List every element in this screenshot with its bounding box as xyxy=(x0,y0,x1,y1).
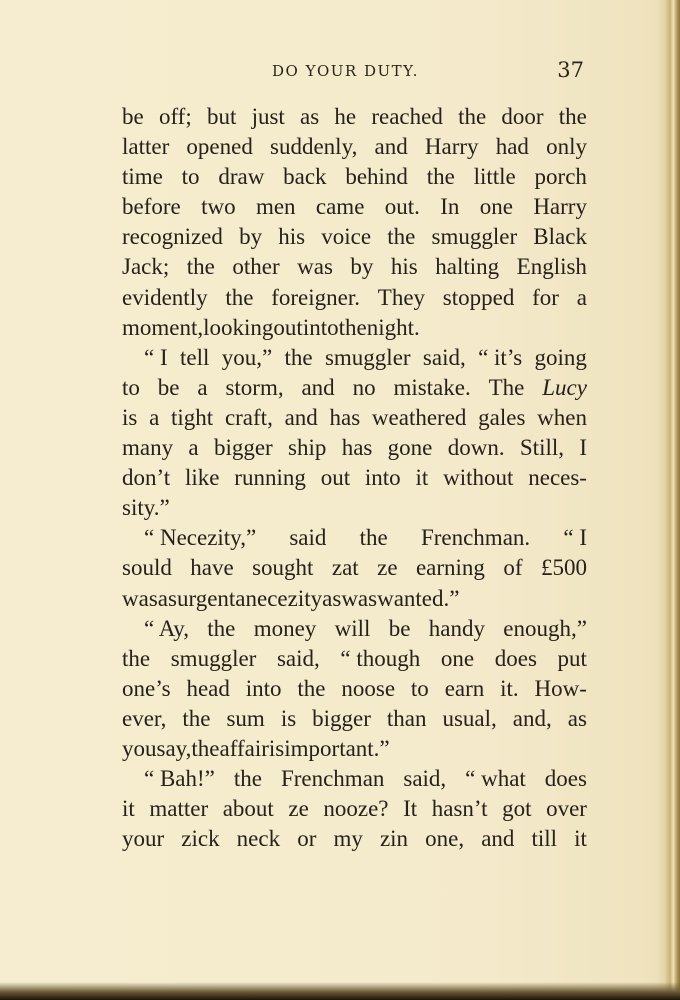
word: zick xyxy=(181,826,220,852)
word: In xyxy=(440,194,460,220)
word: Frenchman. xyxy=(420,525,531,551)
word: porch xyxy=(534,164,587,190)
word: will xyxy=(334,615,371,641)
word: it. xyxy=(500,675,519,701)
word: bigger xyxy=(213,435,273,461)
word: neck xyxy=(236,826,281,852)
text-line xyxy=(122,132,587,162)
word: earning xyxy=(415,555,485,581)
word: is xyxy=(280,705,297,731)
word: it xyxy=(415,465,429,491)
word: put xyxy=(557,645,587,671)
word: a xyxy=(197,374,208,400)
word: urgent xyxy=(176,585,236,611)
word: “ I xyxy=(563,525,587,551)
text-line xyxy=(122,674,587,704)
word: and, xyxy=(512,705,552,731)
word: behind xyxy=(345,164,408,190)
word: has xyxy=(341,435,373,461)
word: to xyxy=(181,164,200,190)
word: important.” xyxy=(284,735,390,761)
word: but xyxy=(206,104,237,129)
word: evidently xyxy=(122,284,208,310)
text-line xyxy=(122,553,587,583)
text-line xyxy=(122,644,587,674)
word: necezity xyxy=(245,585,323,611)
word: one’s xyxy=(122,675,171,701)
word: tight xyxy=(171,404,214,430)
word: about xyxy=(222,796,274,822)
word: little xyxy=(473,164,516,190)
text-line xyxy=(122,313,587,343)
word: ever, xyxy=(122,705,167,731)
word: the xyxy=(225,284,254,310)
word: reached xyxy=(371,104,443,129)
word: his xyxy=(390,254,418,280)
text-line xyxy=(122,222,587,252)
word: matter xyxy=(149,796,209,822)
text-line xyxy=(122,252,587,282)
word: it xyxy=(122,796,135,822)
word: the xyxy=(207,615,236,641)
word: till xyxy=(531,826,558,852)
word: does xyxy=(494,645,537,671)
word: as xyxy=(157,585,177,611)
text-line xyxy=(122,794,587,824)
word: smuggler xyxy=(170,645,257,671)
word: wanted.” xyxy=(377,585,460,611)
word: “ it’s xyxy=(478,344,523,370)
word: one xyxy=(479,194,513,220)
word: is xyxy=(268,735,285,761)
text-line xyxy=(122,102,587,132)
word: had xyxy=(495,134,529,160)
word: out xyxy=(273,314,303,340)
text-line xyxy=(122,463,587,493)
word: as xyxy=(322,585,342,611)
word: the xyxy=(338,314,367,340)
word: you xyxy=(122,735,157,761)
word: Jack; xyxy=(122,254,170,280)
word: it xyxy=(574,826,587,852)
word: of xyxy=(503,555,523,581)
text-line xyxy=(122,734,587,764)
word: the xyxy=(387,224,416,250)
word: “ though xyxy=(340,645,421,671)
word: does xyxy=(544,766,587,792)
word: down. xyxy=(447,435,505,461)
word: They xyxy=(377,284,426,310)
word: gales xyxy=(478,404,526,430)
word: weathered xyxy=(371,404,467,430)
word: he xyxy=(334,104,357,129)
word: was xyxy=(297,254,333,280)
text-line xyxy=(122,433,587,463)
word: opened xyxy=(186,134,253,160)
word: and xyxy=(284,404,318,430)
word: mistake. xyxy=(393,374,471,400)
word: usual, xyxy=(442,705,497,731)
word: How- xyxy=(534,675,587,701)
word: said, xyxy=(422,344,466,370)
word: sought xyxy=(252,555,314,581)
page-number: 37 xyxy=(557,58,584,82)
word: other xyxy=(232,254,280,280)
word: my xyxy=(333,826,363,852)
word: said xyxy=(289,525,327,551)
text-line xyxy=(122,403,587,433)
word: zin xyxy=(379,826,409,852)
body-text xyxy=(122,102,587,854)
word: said, xyxy=(276,645,320,671)
word: be xyxy=(157,374,180,400)
word: two xyxy=(201,194,236,220)
word: his xyxy=(278,224,306,250)
word: as xyxy=(300,104,320,129)
word: be xyxy=(388,615,411,641)
word: noose xyxy=(341,675,396,701)
word: the xyxy=(182,705,211,731)
word: Lucy xyxy=(542,374,587,400)
word: Frenchman xyxy=(280,766,385,792)
word: into xyxy=(302,314,339,340)
word: the xyxy=(186,254,215,280)
word: nooze? xyxy=(323,796,389,822)
text-line xyxy=(122,373,587,403)
word: zat xyxy=(331,555,359,581)
word: out. xyxy=(384,194,420,220)
word: the xyxy=(191,735,220,761)
word: The xyxy=(488,374,525,400)
word: affair xyxy=(219,735,269,761)
word: over xyxy=(546,796,587,822)
word: than xyxy=(386,705,427,731)
word: came xyxy=(315,194,365,220)
word: Still, xyxy=(519,435,564,461)
word: many xyxy=(122,435,174,461)
word: sum xyxy=(226,705,265,731)
text-line xyxy=(122,192,587,222)
word: Harry xyxy=(424,134,479,160)
word: enough,” xyxy=(503,615,587,641)
word: for xyxy=(532,284,559,310)
word: time xyxy=(122,164,163,190)
page-edge-right xyxy=(658,0,680,1000)
word: to xyxy=(122,374,140,400)
word: was xyxy=(341,585,378,611)
text-line xyxy=(122,614,587,644)
word: your xyxy=(122,826,165,852)
word: draw xyxy=(218,164,265,190)
word: ze xyxy=(377,555,398,581)
text-line xyxy=(122,493,587,523)
word: without xyxy=(443,465,514,491)
word: men xyxy=(255,194,296,220)
word: say, xyxy=(156,735,192,761)
word: sity.” xyxy=(122,495,170,521)
text-line xyxy=(122,704,587,734)
word: sould xyxy=(122,555,172,581)
text-line xyxy=(122,764,587,794)
word: “ Bah!” xyxy=(144,766,215,792)
word: be xyxy=(122,104,144,129)
word: by xyxy=(350,254,374,280)
running-title: DO YOUR DUTY. xyxy=(272,62,419,80)
word: only xyxy=(546,134,587,160)
word: voice xyxy=(321,224,372,250)
word: moment, xyxy=(122,314,204,340)
word: halting xyxy=(435,254,500,280)
word: and xyxy=(374,134,408,160)
word: It xyxy=(403,796,418,822)
word: going xyxy=(534,344,587,370)
word: don’t xyxy=(122,465,171,491)
word: into xyxy=(245,675,282,701)
word: storm, xyxy=(225,374,284,400)
word: “ I xyxy=(144,344,168,370)
word: ship xyxy=(288,435,327,461)
word: and xyxy=(301,374,335,400)
word: “ Necezity,” xyxy=(144,525,257,551)
word: smuggler xyxy=(324,344,411,370)
word: door xyxy=(501,104,544,129)
word: a xyxy=(188,435,199,461)
word: when xyxy=(537,404,587,430)
word: one, xyxy=(425,826,465,852)
word: back xyxy=(283,164,327,190)
word: said, xyxy=(403,766,447,792)
word: a xyxy=(149,404,160,430)
word: ze xyxy=(288,796,309,822)
word: is xyxy=(122,404,138,430)
word: to xyxy=(410,675,429,701)
word: a xyxy=(576,284,587,310)
page-edge-bottom xyxy=(0,982,680,1000)
word: running xyxy=(234,465,306,491)
word: like xyxy=(184,465,220,491)
word: I xyxy=(579,435,587,461)
word: the xyxy=(458,104,487,129)
word: into xyxy=(364,465,401,491)
word: Harry xyxy=(533,194,587,220)
word: hasn’t xyxy=(431,796,488,822)
word: as xyxy=(567,705,587,731)
word: was xyxy=(122,585,158,611)
word: the xyxy=(359,525,388,551)
word: and xyxy=(481,826,515,852)
word: Black xyxy=(533,224,587,250)
word: handy xyxy=(428,615,485,641)
text-line xyxy=(122,162,587,192)
word: “ what xyxy=(465,766,526,792)
word: got xyxy=(502,796,532,822)
word: latter xyxy=(122,134,170,160)
word: £500 xyxy=(540,555,587,581)
text-line xyxy=(122,343,587,373)
word: foreigner. xyxy=(271,284,360,310)
word: the xyxy=(426,164,455,190)
word: have xyxy=(190,555,234,581)
word: before xyxy=(122,194,181,220)
word: craft, xyxy=(224,404,273,430)
word: off; xyxy=(158,104,192,129)
word: out xyxy=(320,465,351,491)
word: recognized xyxy=(122,224,223,250)
word: English xyxy=(516,254,587,280)
word: suddenly, xyxy=(270,134,358,160)
word: looking xyxy=(203,314,274,340)
word: “ Ay, xyxy=(144,615,189,641)
word: the xyxy=(122,645,151,671)
word: you,” xyxy=(221,344,273,370)
word: gone xyxy=(387,435,433,461)
word: the xyxy=(233,766,262,792)
word: just xyxy=(251,104,285,129)
word: stopped xyxy=(442,284,515,310)
word: tell xyxy=(179,344,210,370)
word: one xyxy=(440,645,475,671)
word: no xyxy=(352,374,376,400)
word: earn xyxy=(444,675,485,701)
word: money xyxy=(253,615,317,641)
word: night. xyxy=(366,314,420,340)
text-line xyxy=(122,523,587,553)
word: the xyxy=(297,675,326,701)
word: by xyxy=(239,224,263,250)
word: head xyxy=(186,675,230,701)
word: bigger xyxy=(312,705,371,731)
word: the xyxy=(558,104,587,129)
text-line xyxy=(122,584,587,614)
word: neces- xyxy=(528,465,587,491)
text-line xyxy=(122,283,587,313)
word: a xyxy=(235,585,246,611)
word: has xyxy=(329,404,361,430)
word: the xyxy=(284,344,313,370)
page-header xyxy=(122,58,584,88)
word: or xyxy=(297,826,317,852)
word: smuggler xyxy=(431,224,518,250)
text-line xyxy=(122,824,587,854)
